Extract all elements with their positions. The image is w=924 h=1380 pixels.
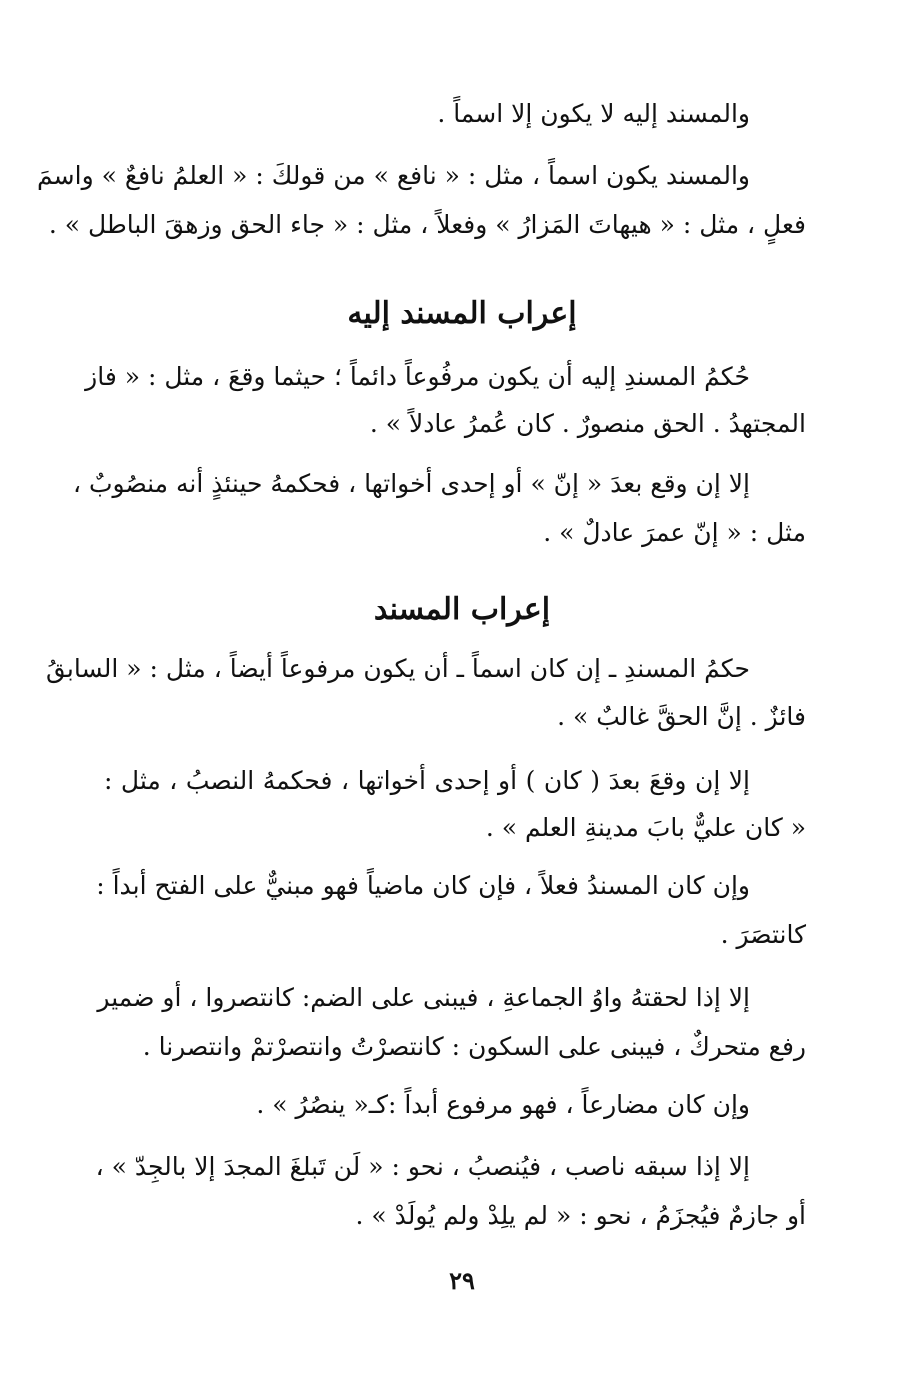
text-line: حُكمُ المسندِ إليه أن يكون مرفُوعاً دائماً ؛ حيثما وقعَ ، مثل : « فاز — [85, 362, 750, 391]
text-line: وإن كان مضارعاً ، فهو مرفوع أبداً :كـ« ينصُرُ » . — [256, 1090, 750, 1119]
text-line: مثل : « إنّ عمرَ عادلٌ » . — [543, 518, 806, 547]
text-line: « كان عليٌّ بابَ مدينةِ العلم » . — [485, 813, 806, 842]
text-line: والمسند إليه لا يكون إلا اسماً . — [437, 99, 750, 128]
text-line: رفع متحركٌ ، فيبنى على السكون : كانتصرْتُ وانتصرْتمْ وانتصرنا . — [142, 1032, 806, 1061]
text-line: أو جازمٌ فيُجزَمُ ، نحو : « لم يلِدْ ولم يُولَدْ » . — [355, 1201, 806, 1230]
text-line: حكمُ المسندِ ـ إن كان اسماً ـ أن يكون مرفوعاً أيضاً ، مثل : « السابقُ — [46, 654, 750, 683]
text-line: إلا إن وقعَ بعدَ ( كان ) أو إحدى أخواتها ، فحكمهُ النصبُ ، مثل : — [104, 766, 750, 795]
text-line: المجتهدُ . الحق منصورٌ . كان عُمرُ عادلاً » . — [369, 409, 806, 438]
text-line: إلا إن وقع بعدَ « إنّ » أو إحدى أخواتها ، فحكمهُ حينئذٍ أنه منصُوبٌ ، — [72, 469, 750, 498]
text-line: وإن كان المسندُ فعلاً ، فإن كان ماضياً فهو مبنيٌّ على الفتح أبداً : — [96, 871, 750, 900]
section-heading-musnad-ilayh: إعراب المسند إليه — [347, 296, 577, 331]
text-line: إلا إذا لحقتهُ واوُ الجماعةِ ، فيبنى على الضم: كانتصروا ، أو ضمير — [97, 983, 750, 1012]
text-line: والمسند يكون اسماً ، مثل : « نافع » من قولكَ : « العلمُ نافعٌ » واسمَ — [37, 161, 750, 190]
text-line: إلا إذا سبقه ناصب ، فيُنصبُ ، نحو : « لَن تَبلغَ المجدَ إلا بالجِدّ » ، — [95, 1152, 750, 1181]
text-line: فعلٍ ، مثل : « هيهاتَ المَزارُ » وفعلاً ، مثل : « جاء الحق وزهقَ الباطل » . — [48, 210, 806, 239]
text-line: كانتصَرَ . — [720, 920, 806, 949]
text-line: فائزٌ . إنَّ الحقَّ غالبٌ » . — [557, 702, 806, 731]
page-number: ٢٩ — [449, 1266, 475, 1295]
section-heading-musnad: إعراب المسند — [373, 592, 551, 627]
